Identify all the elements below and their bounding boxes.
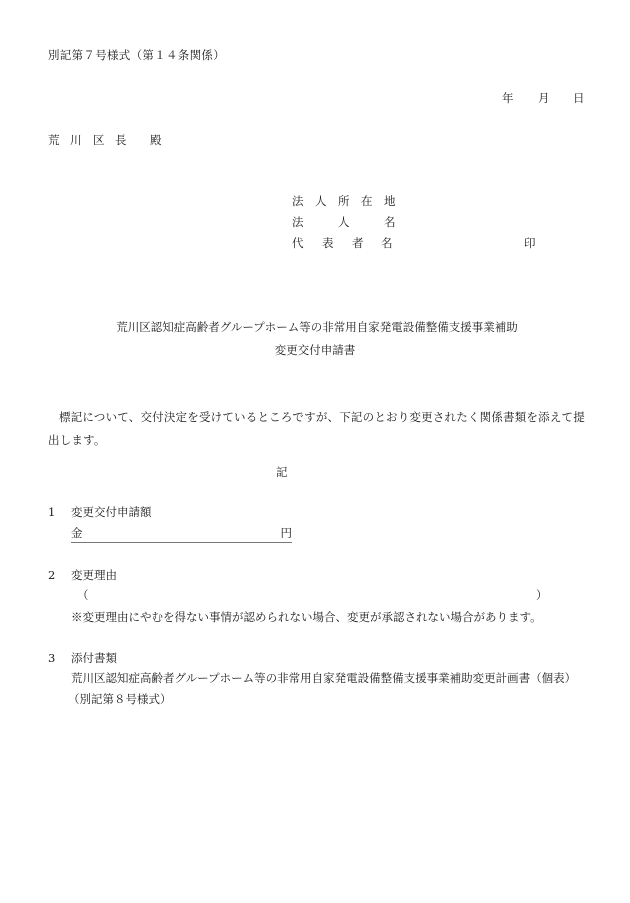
body-paragraph: 標記について、交付決定を受けているところですが、下記のとおり変更されたく関係書類を添えて提出します。	[48, 410, 585, 447]
addressee-char: 長	[115, 133, 127, 147]
amount-suffix: 円	[280, 526, 292, 540]
date-year-label: 年	[502, 91, 514, 105]
date-month-label: 月	[538, 91, 550, 105]
attachment-line2: （別記第８号様式）	[68, 692, 172, 706]
addressee-char: 川	[70, 133, 82, 147]
reason-field[interactable]	[92, 588, 532, 604]
ki-heading: 記	[276, 465, 288, 479]
section-2-heading: 変更理由	[71, 568, 117, 582]
section-2-number: 2	[48, 568, 56, 582]
attachment-line1: 荒川区認知症高齢者グループホーム等の非常用自家発電設備整備支援事業補助変更計画書（個表）	[71, 671, 577, 685]
section-1-heading: 変更交付申請額	[71, 505, 152, 519]
reason-note: ※変更理由にやむを得ない事情が認められない場合、変更が承認されない場合があります。	[71, 610, 542, 624]
document-title-line2: 変更交付申請書	[274, 343, 356, 357]
document-title-line1: 荒川区認知症高齢者グループホーム等の非常用自家発電設備整備支援事業補助	[116, 320, 518, 334]
section-1-number: 1	[48, 505, 56, 519]
form-number-label: 別記第７号様式（第１４条関係）	[48, 48, 225, 62]
section-3-heading: 添付書類	[71, 651, 117, 665]
date-field	[0, 93, 630, 107]
addressee-honorific: 殿	[150, 133, 162, 147]
amount-field[interactable]	[71, 528, 292, 543]
reason-close-paren: ）	[536, 588, 548, 602]
date-day-label: 日	[573, 91, 585, 105]
amount-prefix: 金	[71, 526, 83, 540]
addressee-char: 荒	[48, 133, 60, 147]
reason-open-paren: （	[77, 588, 89, 602]
addressee-char: 区	[93, 133, 105, 147]
seal-mark: 印	[524, 236, 536, 250]
section-3-number: 3	[48, 651, 56, 665]
